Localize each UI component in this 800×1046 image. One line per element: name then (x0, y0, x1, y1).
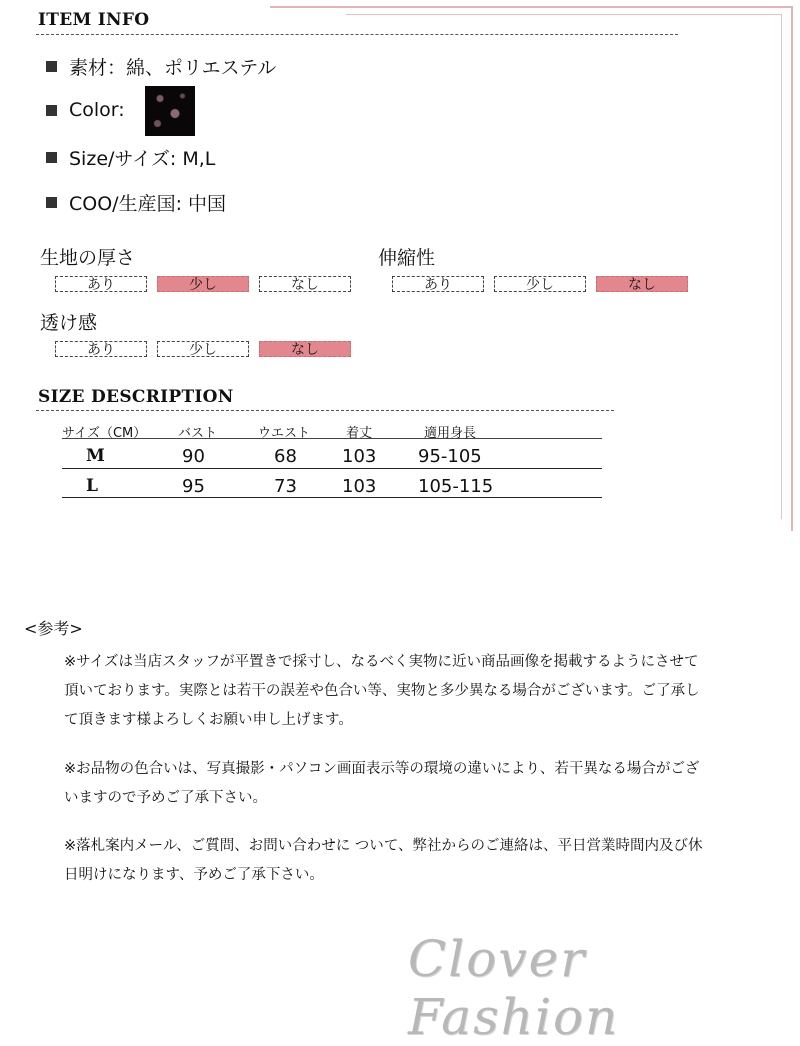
coo-text: COO/生産国: 中国 (69, 192, 227, 215)
bullet-icon (46, 152, 57, 163)
header-bust: バスト (178, 426, 218, 441)
item-info-rule (36, 34, 678, 35)
thickness-option-ari: あり (55, 276, 147, 292)
brand-logo-text: Clover Fashion (408, 930, 620, 1046)
row-m-waist: 68 (274, 446, 297, 467)
sheerness-option-sukoshi: 少し (157, 341, 249, 357)
size-description-heading: SIZE DESCRIPTION (38, 387, 234, 407)
header-length: 着丈 (346, 426, 373, 441)
material-row (46, 52, 276, 80)
size-row (46, 143, 215, 171)
stretch-label: 伸縮性 (378, 247, 436, 269)
frame-line-right-inner (781, 14, 782, 519)
color-row (46, 96, 125, 124)
frame-line-right (791, 6, 793, 531)
color-swatch-image (145, 86, 195, 136)
bullet-icon (46, 105, 57, 116)
row-l-bust: 95 (182, 476, 205, 497)
row-l-height: 105-115 (418, 476, 494, 497)
sheerness-label: 透け感 (40, 312, 98, 334)
color-label: Color: (69, 99, 125, 121)
row-m-bust: 90 (182, 446, 205, 467)
sheerness-option-nashi: なし (259, 341, 351, 357)
item-info-heading: ITEM INFO (38, 10, 150, 30)
sheerness-option-ari: あり (55, 341, 147, 357)
size-text: Size/サイズ: M,L (69, 147, 216, 170)
frame-line-top-inner (346, 14, 782, 15)
bullet-icon (46, 197, 57, 208)
thickness-option-sukoshi: 少し (157, 276, 249, 292)
bullet-icon (46, 61, 57, 72)
thickness-label: 生地の厚さ (40, 247, 136, 269)
note-paragraph-1: ※サイズは当店スタッフが平置きで採寸し、なるべく実物に近い商品画像を掲載するようにさせて頂いております。実際とは若干の誤差や色合い等、実物と多少異なる場合がございます。ご了承して頂きます様よろしくお願い申し上げます。 (64, 654, 700, 728)
thickness-option-nashi: なし (259, 276, 351, 292)
notes-title: <参考> (24, 619, 83, 638)
table-header-line (62, 438, 602, 439)
size-description-rule (36, 410, 614, 411)
header-waist: ウエスト (258, 426, 311, 441)
stretch-option-sukoshi: 少し (494, 276, 586, 292)
row-l-length: 103 (342, 476, 377, 497)
header-height: 適用身長 (424, 426, 477, 441)
note-paragraph-2: ※お品物の色合いは、写真撮影・パソコン画面表示等の環境の違いにより、若干異なる場合がございますので予めご了承下さい。 (64, 761, 700, 806)
row-l-size: L (86, 476, 98, 496)
row-l-waist: 73 (274, 476, 297, 497)
row-m-height: 95-105 (418, 446, 482, 467)
table-row-line (62, 497, 602, 498)
coo-row (46, 188, 226, 216)
stretch-option-ari: あり (392, 276, 484, 292)
table-row-line (62, 468, 602, 469)
row-m-length: 103 (342, 446, 377, 467)
frame-line-top (270, 6, 792, 8)
material-text: 素材：綿、ポリエステル (69, 56, 277, 79)
row-m-size: M (86, 446, 105, 466)
stretch-option-nashi: なし (596, 276, 688, 292)
header-size: サイズ（CM） (62, 426, 147, 441)
note-paragraph-3: ※落札案内メール、ご質問、お問い合わせに ついて、弊社からのご連絡は、平日営業時間内及び休日明けになります、予めご了承下さい。 (64, 838, 703, 883)
